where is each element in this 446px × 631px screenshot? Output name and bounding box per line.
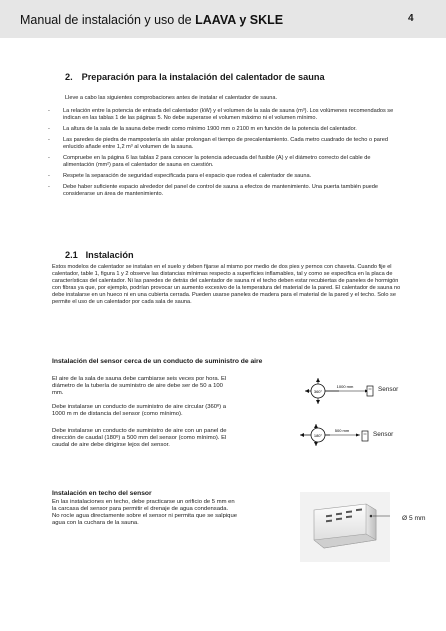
list-item: - Compruebe en la página 6 las tablas 2 para conocer la potencia adecuada del fusible (A) y el diámetro correcto del cable de alimentación (mm²) para el calentador de sauna en cuestión. — [48, 155, 371, 168]
air-duct-text-3: Debe instalarse un conducto de suministro de aire con un panel de dirección de caudal (180º) a 500 mm del sensor (como mínimo). El caudal de aire debe dirigirse lejos del sensor. — [52, 428, 227, 448]
checklist — [48, 108, 398, 202]
subsection-title: Instalación — [85, 250, 134, 260]
section-intro: Lleve a cabo las siguientes comprobaciones antes de instalar el calentador de sauna. — [65, 95, 278, 101]
list-item: - La altura de la sala de la sauna debe medir como mínimo 1900 mm o 2100 m en función de la potencia del calentador. — [48, 126, 357, 132]
page-number: 4 — [408, 13, 414, 24]
air-duct-text-1: El aire de la sala de sauna debe cambiarse seis veces por hora. El diámetro de la tubería de suministro de aire debe ser de 50 a 100 mm. — [52, 376, 227, 396]
duct-180-diagram — [300, 424, 366, 446]
air-duct-text-2: Debe instalarse un conducto de suministro de aire circular (360º) a 1000 m m de distancia del sensor (como mínimo). — [52, 404, 227, 417]
sensor-housing-image — [300, 492, 390, 562]
list-item: - Debe haber suficiente espacio alrededor del panel de control de sauna a efectos de mantenimiento. Una puerta también puede considerarse un área de mantenimiento. — [48, 184, 379, 197]
list-item: - Respete la separación de seguridad especificada para el espacio que rodea el calentador de sauna. — [48, 173, 312, 179]
section-number: 2. — [65, 72, 73, 82]
sensor-photo — [300, 492, 390, 562]
sensor-icon — [361, 430, 369, 442]
subsection-number: 2.1 — [65, 250, 78, 260]
title-models: LAAVA y SKLE — [195, 13, 284, 27]
document-title — [20, 13, 283, 27]
air-duct-heading: Instalación del sensor cerca de un conducto de suministro de aire — [52, 358, 263, 365]
installation-paragraph: Estos modelos de calentador se instalan en el suelo y deben fijarse al mismo por medio de dos pies y pernos con chaveta. Cuando fije el calentador, table 1, figura 1 y 2 observe las distancias mínimas respecto a superficies inflamables, tal y como se especifica en la placa de características del calentador. Ni las paredes de detrás del calentador de sauna ni el techo deben estar recubiertas de paneles de hormigón con fibras ya que, por ejemplo, podrían provocar un aumento excesivo de la temperatura del material de la pared. El calentador de sauna no debe instalarse en un hueco ni en una cubierta cerrada. Pueden usarse paneles de madera para el material de la pared y el techo. Solo se permite el uso de un calentador por cada sala de sauna. — [52, 264, 401, 305]
distance-label: 1000 mm — [336, 384, 354, 389]
title-prefix: Manual de instalación y uso de — [20, 13, 192, 27]
arrow-head — [314, 424, 318, 428]
list-item: - Las paredes de piedra de mampostería sin aislar prolongan el tiempo de precalentamiento. Cada metro cuadrado de techo o pared enlucido añade entre 1,2 m³ al volumen de la sauna. — [48, 137, 388, 150]
arrow-head — [314, 442, 318, 446]
hole-diameter-label: Ø 5 mm — [402, 515, 426, 522]
sensor-label: Sensor — [373, 431, 394, 438]
arrow-head — [305, 389, 309, 393]
sensor-icon — [366, 385, 374, 397]
arrow-head — [300, 433, 304, 437]
list-item: - La relación entre la potencia de entrada del calentador (kW) y el volumen de la sala de sauna (m³). Los volúmenes recomendados se indican en las tablas 1 de las páginas 5. No debe superarse el volumen máximo ni el volumen mínimo. — [48, 108, 394, 121]
duct-angle-label: 180° — [313, 433, 323, 438]
ceiling-text: En las instalaciones en techo, debe practicarse un orificio de 5 mm en la carcasa del sensor para permitir el drenaje de agua condensada. No rocíe agua directamente sobre el sensor ni permita que se salpique agua con la cuchara de la sauna. — [52, 499, 238, 526]
drain-hole — [370, 515, 373, 518]
distance-label: 500 mm — [334, 428, 350, 433]
duct-360-diagram — [305, 378, 375, 404]
sensor-label: Sensor — [378, 386, 399, 393]
arrow-head — [356, 434, 360, 437]
arrow-head — [316, 400, 320, 404]
duct-angle-label: 360° — [313, 389, 323, 394]
ceiling-heading: Instalación en techo del sensor — [52, 490, 152, 497]
section-title: Preparación para la instalación del calentador de sauna — [81, 72, 325, 82]
arrow-head — [316, 378, 320, 382]
section-heading — [65, 72, 325, 82]
subsection-heading — [65, 250, 134, 260]
